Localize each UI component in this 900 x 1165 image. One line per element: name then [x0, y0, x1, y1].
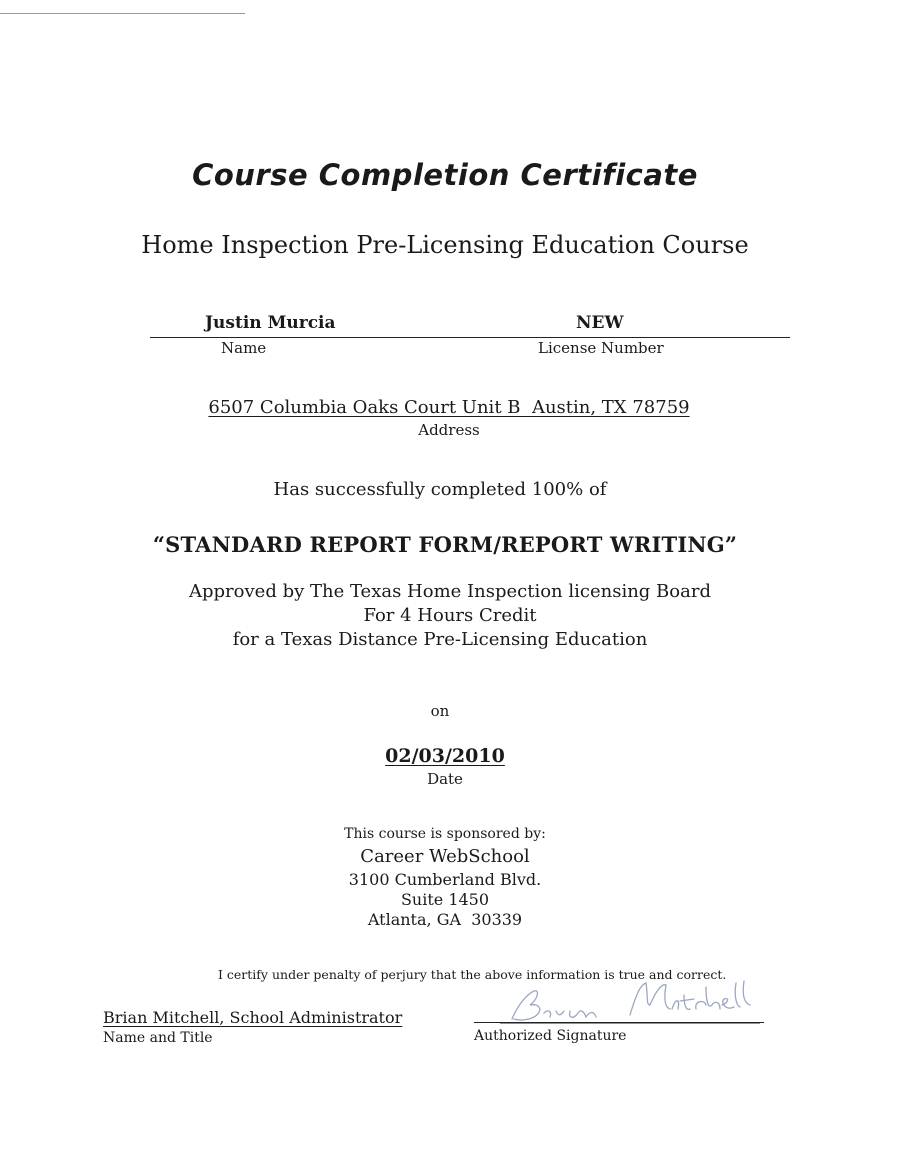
sponsor-address-line-3: Atlanta, GA 30339: [367, 910, 523, 929]
certificate-title: Course Completion Certificate: [192, 158, 698, 192]
course-subtitle: Home Inspection Pre-Licensing Education Course: [141, 231, 749, 259]
completion-date: 02/03/2010: [385, 745, 505, 767]
completion-statement: Has successfully completed 100% of: [273, 479, 607, 500]
signature-rule: [474, 1022, 764, 1023]
recipient-name: Justin Murcia: [205, 313, 336, 333]
approval-line-3: for a Texas Distance Pre-Licensing Education: [232, 629, 648, 650]
on-label: on: [430, 702, 450, 720]
license-label: License Number: [538, 339, 664, 357]
sponsor-name: Career WebSchool: [360, 846, 530, 867]
name-label: Name: [221, 339, 267, 357]
date-label: Date: [427, 770, 463, 788]
name-license-rule: [150, 337, 790, 338]
administrator-name-title: Brian Mitchell, School Administrator: [103, 1008, 403, 1027]
certification-statement: I certify under penalty of perjury that the above information is true and correct.: [218, 967, 727, 982]
address-label: Address: [418, 421, 480, 439]
scan-artifact-line: [0, 13, 245, 14]
authorized-signature-image: [500, 975, 760, 1035]
sponsor-address-line-2: Suite 1450: [400, 890, 490, 909]
recipient-address: 6507 Columbia Oaks Court Unit B Austin, TX 78759: [208, 397, 690, 418]
approval-line-2: For 4 Hours Credit: [363, 605, 537, 626]
sponsor-address-line-1: 3100 Cumberland Blvd.: [348, 870, 542, 889]
license-number: NEW: [576, 313, 624, 333]
course-name: “STANDARD REPORT FORM/REPORT WRITING”: [152, 532, 738, 557]
authorized-signature-label: Authorized Signature: [474, 1028, 627, 1044]
sponsor-intro: This course is sponsored by:: [344, 826, 546, 842]
name-title-label: Name and Title: [103, 1030, 213, 1046]
approval-line-1: Approved by The Texas Home Inspection licensing Board: [189, 581, 711, 602]
